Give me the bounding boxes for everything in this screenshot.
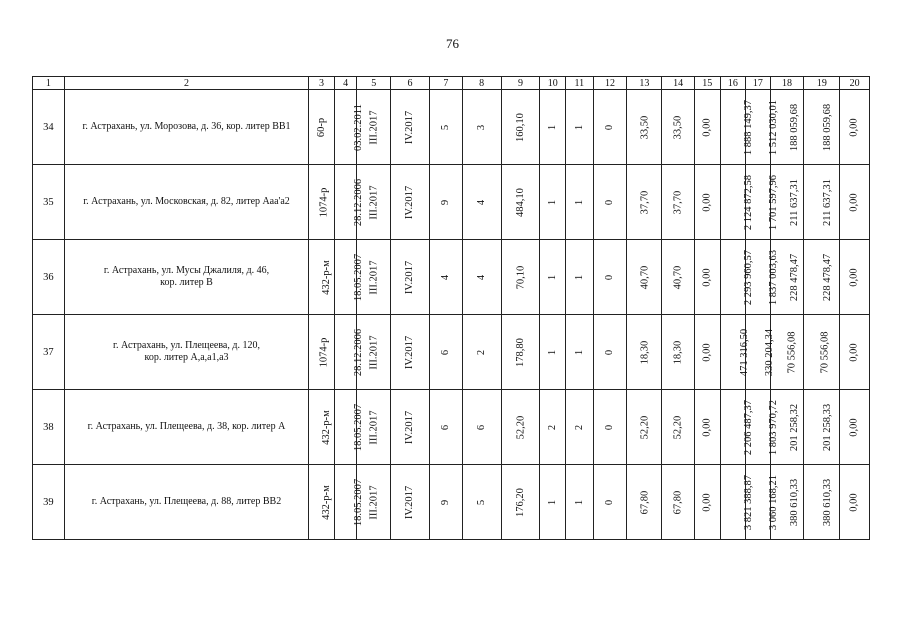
column-number: 17 [746,77,771,90]
cell-value: 1074-р [318,337,330,367]
cell-c20 [840,240,870,315]
column-number: 2 [64,77,309,90]
cell-c3 [309,390,335,465]
address-cell [64,165,309,240]
cell-c8 [462,165,501,240]
cell-value: 2 [573,424,585,430]
cell-c16 [720,165,754,240]
cell-value: 201 258,33 [822,403,834,451]
cell-value: IV.2017 [404,410,416,444]
cell-value: 4 [476,199,488,205]
cell-value: 3 060 168,21 [768,474,780,530]
cell-value: 33,50 [638,115,650,139]
cell-c16 [720,465,754,540]
cell-c19 [804,315,840,390]
cell-c6 [391,465,430,540]
cell-value: III.2017 [368,184,380,220]
cell-value: 380 610,33 [822,478,834,526]
cell-value: 1 888 149,37 [742,99,754,155]
address-line: г. Астрахань, ул. Плещеева, д. 88, литер ВВ2 [91,496,282,507]
cell-c19 [804,90,840,165]
cell-value: 0 [604,199,616,205]
cell-c8 [462,315,501,390]
cell-value: 6 [476,424,488,430]
cell-c16 [720,390,754,465]
cell-value: 471 316,50 [738,328,750,376]
cell-value: 0,00 [701,342,713,362]
cell-value: 03.02.2011 [352,103,364,151]
cell-value: 70,10 [515,265,527,289]
column-number: 11 [566,77,594,90]
column-number: 6 [391,77,430,90]
cell-value: 0 [604,124,616,130]
column-number: 5 [357,77,391,90]
cell-value: 6 [440,424,452,430]
cell-value: 9 [440,499,452,505]
cell-value: 52,20 [638,415,650,439]
cell-value: 484,10 [515,187,527,217]
cell-value: 0,00 [849,417,861,437]
cell-c11 [566,90,594,165]
cell-c19 [804,465,840,540]
cell-c10 [540,240,566,315]
cell-c12 [593,390,627,465]
cell-value: 0 [604,274,616,280]
cell-value: 18.05.2007 [352,478,364,526]
cell-c14 [662,315,695,390]
cell-value: IV.2017 [404,260,416,294]
column-number: 4 [334,77,357,90]
cell-c3 [309,165,335,240]
cell-c20 [840,90,870,165]
cell-value: 330 204,34 [764,328,776,376]
cell-value: 28.12.2006 [352,328,364,376]
cell-value: 9 [440,199,452,205]
column-number: 10 [540,77,566,90]
cell-c6 [391,90,430,165]
cell-value: 201 258,32 [788,403,800,451]
column-number: 1 [33,77,65,90]
cell-value: 228 478,47 [788,253,800,301]
cell-value: 1 [573,124,585,130]
cell-c4 [334,240,364,315]
cell-c19 [804,390,840,465]
table-row [33,90,870,165]
cell-value: 0,00 [849,267,861,287]
register-table [32,76,870,540]
cell-value: 3 [476,124,488,130]
cell-value: 188 059,68 [822,103,834,151]
cell-value: 0,00 [849,342,861,362]
column-number: 16 [720,77,746,90]
cell-value: 178,80 [515,337,527,367]
address-line: г. Астрахань, ул. Плещеева, д. 38, кор. литер А [87,421,286,432]
column-number: 18 [770,77,804,90]
cell-value: 67,80 [638,490,650,514]
cell-c7 [429,240,462,315]
cell-c4 [334,90,364,165]
cell-c6 [391,315,430,390]
cell-value: 432-р-м [321,484,333,520]
cell-c6 [391,390,430,465]
cell-value: 0 [604,499,616,505]
cell-c10 [540,315,566,390]
cell-value: 0,00 [701,267,713,287]
cell-c9 [501,465,540,540]
cell-c7 [429,90,462,165]
cell-c12 [593,240,627,315]
cell-c15 [694,90,720,165]
cell-c18 [770,315,804,390]
cell-value: 1 [573,499,585,505]
cell-c9 [501,315,540,390]
cell-c14 [662,165,695,240]
row-number: 39 [33,465,65,540]
cell-value: 40,70 [638,265,650,289]
cell-value: 1 [547,124,559,130]
cell-c13 [627,240,662,315]
cell-value: 0 [604,349,616,355]
cell-c4 [334,315,364,390]
cell-value: 211 637,31 [788,178,800,226]
cell-value: 160,10 [515,112,527,142]
cell-c3 [309,465,335,540]
cell-value: 188 059,68 [788,103,800,151]
cell-value: 4 [476,274,488,280]
cell-c3 [309,240,335,315]
cell-value: 176,20 [515,487,527,517]
cell-c11 [566,465,594,540]
cell-value: III.2017 [368,484,380,520]
cell-value: 0,00 [701,492,713,512]
cell-c10 [540,90,566,165]
cell-value: 1074-р [318,187,330,217]
cell-c16 [720,240,754,315]
cell-c15 [694,315,720,390]
cell-value: 432-р-м [321,409,333,445]
address-cell [64,390,309,465]
cell-value: 1 [547,349,559,355]
cell-c9 [501,240,540,315]
cell-value: IV.2017 [404,185,416,219]
row-number: 35 [33,165,65,240]
cell-value: 5 [440,124,452,130]
cell-c9 [501,90,540,165]
column-number: 7 [429,77,462,90]
address-cell [64,90,309,165]
cell-value: 0,00 [849,117,861,137]
cell-value: 2 [547,424,559,430]
cell-value: 228 478,47 [822,253,834,301]
cell-value: IV.2017 [404,110,416,144]
column-number: 3 [309,77,335,90]
cell-c8 [462,465,501,540]
cell-value: 28.12.2006 [352,178,364,226]
cell-value: 1 701 597,96 [768,174,780,230]
cell-value: 1 512 030,01 [768,99,780,155]
cell-c6 [391,240,430,315]
cell-c7 [429,465,462,540]
cell-value: III.2017 [368,109,380,145]
column-number: 14 [662,77,695,90]
page-number: 76 [446,36,459,51]
column-number: 8 [462,77,501,90]
cell-value: 1 803 970,72 [768,399,780,455]
cell-value: III.2017 [368,334,380,370]
cell-c4 [334,390,364,465]
cell-c20 [840,315,870,390]
cell-value: 2 293 960,57 [742,249,754,305]
cell-value: IV.2017 [404,335,416,369]
cell-c12 [593,165,627,240]
cell-c3 [309,90,335,165]
table-row [33,315,870,390]
cell-c13 [627,315,662,390]
cell-c13 [627,90,662,165]
cell-value: 40,70 [672,265,684,289]
address-line-2: кор. литер А,а,а1,а3 [144,352,229,363]
cell-c15 [694,240,720,315]
row-number: 36 [33,240,65,315]
cell-c14 [662,465,695,540]
cell-c12 [593,465,627,540]
cell-value: 18,30 [638,340,650,364]
row-number: 37 [33,315,65,390]
column-number: 9 [501,77,540,90]
cell-value: 18.05.2007 [352,253,364,301]
address-line: г. Астрахань, ул. Морозова, д. 36, кор. литер ВВ1 [82,121,291,132]
cell-value: 380 610,33 [788,478,800,526]
address-line-2: кор. литер В [160,277,213,288]
cell-value: III.2017 [368,409,380,445]
cell-value: 60-р [316,117,328,137]
cell-value: 5 [476,499,488,505]
cell-value: 37,70 [672,190,684,214]
cell-c20 [840,165,870,240]
column-number: 19 [804,77,840,90]
cell-c13 [627,165,662,240]
cell-c4 [334,165,364,240]
address-cell [64,315,309,390]
table-row [33,390,870,465]
address-line: г. Астрахань, ул. Мусы Джалиля, д. 46, [103,265,270,276]
cell-value: 67,80 [672,490,684,514]
table-row [33,240,870,315]
cell-value: 70 556,08 [786,331,798,373]
cell-c16 [720,90,754,165]
cell-value: 0,00 [701,117,713,137]
cell-value: 0,00 [701,192,713,212]
column-number: 13 [627,77,662,90]
cell-value: 0,00 [849,192,861,212]
cell-c7 [429,390,462,465]
cell-c14 [662,90,695,165]
cell-value: 52,20 [515,415,527,439]
cell-value: 18.05.2007 [352,403,364,451]
cell-value: 1 837 003,63 [768,249,780,305]
cell-c3 [309,315,335,390]
cell-c10 [540,465,566,540]
cell-c19 [804,165,840,240]
cell-value: 33,50 [672,115,684,139]
column-number-row [33,77,870,90]
cell-c8 [462,240,501,315]
cell-c20 [840,390,870,465]
cell-value: 4 [440,274,452,280]
cell-value: 2 124 872,58 [742,174,754,230]
cell-c7 [429,165,462,240]
cell-c10 [540,165,566,240]
address-cell [64,240,309,315]
row-number: 38 [33,390,65,465]
cell-value: 0 [604,424,616,430]
cell-c19 [804,240,840,315]
table-row [33,465,870,540]
cell-c11 [566,240,594,315]
cell-c12 [593,315,627,390]
cell-value: 0,00 [701,417,713,437]
cell-c11 [566,390,594,465]
cell-value: 1 [573,274,585,280]
cell-c4 [334,465,364,540]
cell-c8 [462,90,501,165]
cell-c14 [662,240,695,315]
cell-value: 70 556,08 [819,331,831,373]
address-cell [64,465,309,540]
cell-value: IV.2017 [404,485,416,519]
cell-value: 6 [440,349,452,355]
cell-c8 [462,390,501,465]
cell-value: 1 [547,274,559,280]
cell-value: 0,00 [849,492,861,512]
address-line: г. Астрахань, ул. Московская, д. 82, литер Ааа'а2 [83,196,290,207]
cell-c16 [720,315,750,390]
cell-c9 [501,165,540,240]
cell-value: 1 [547,499,559,505]
cell-value: 1 [547,199,559,205]
column-number: 15 [694,77,720,90]
cell-c15 [694,165,720,240]
cell-value: 18,30 [672,340,684,364]
cell-value: 432-р-м [321,259,333,295]
cell-value: III.2017 [368,259,380,295]
cell-c15 [694,390,720,465]
cell-c9 [501,390,540,465]
cell-value: 52,20 [672,415,684,439]
cell-value: 1 [573,349,585,355]
cell-c6 [391,165,430,240]
column-number: 12 [593,77,627,90]
cell-c11 [566,165,594,240]
cell-value: 2 206 487,37 [742,399,754,455]
row-number: 34 [33,90,65,165]
cell-value: 2 [476,349,488,355]
cell-c13 [627,465,662,540]
cell-c7 [429,315,462,390]
cell-value: 1 [573,199,585,205]
column-number: 20 [840,77,870,90]
cell-c14 [662,390,695,465]
cell-value: 3 821 388,87 [742,474,754,530]
cell-c15 [694,465,720,540]
cell-value: 37,70 [638,190,650,214]
table-row [33,165,870,240]
cell-c10 [540,390,566,465]
cell-c13 [627,390,662,465]
cell-c12 [593,90,627,165]
cell-c11 [566,315,594,390]
cell-value: 211 637,31 [822,178,834,226]
cell-c20 [840,465,870,540]
address-line: г. Астрахань, ул. Плещеева, д. 120, [113,340,260,351]
